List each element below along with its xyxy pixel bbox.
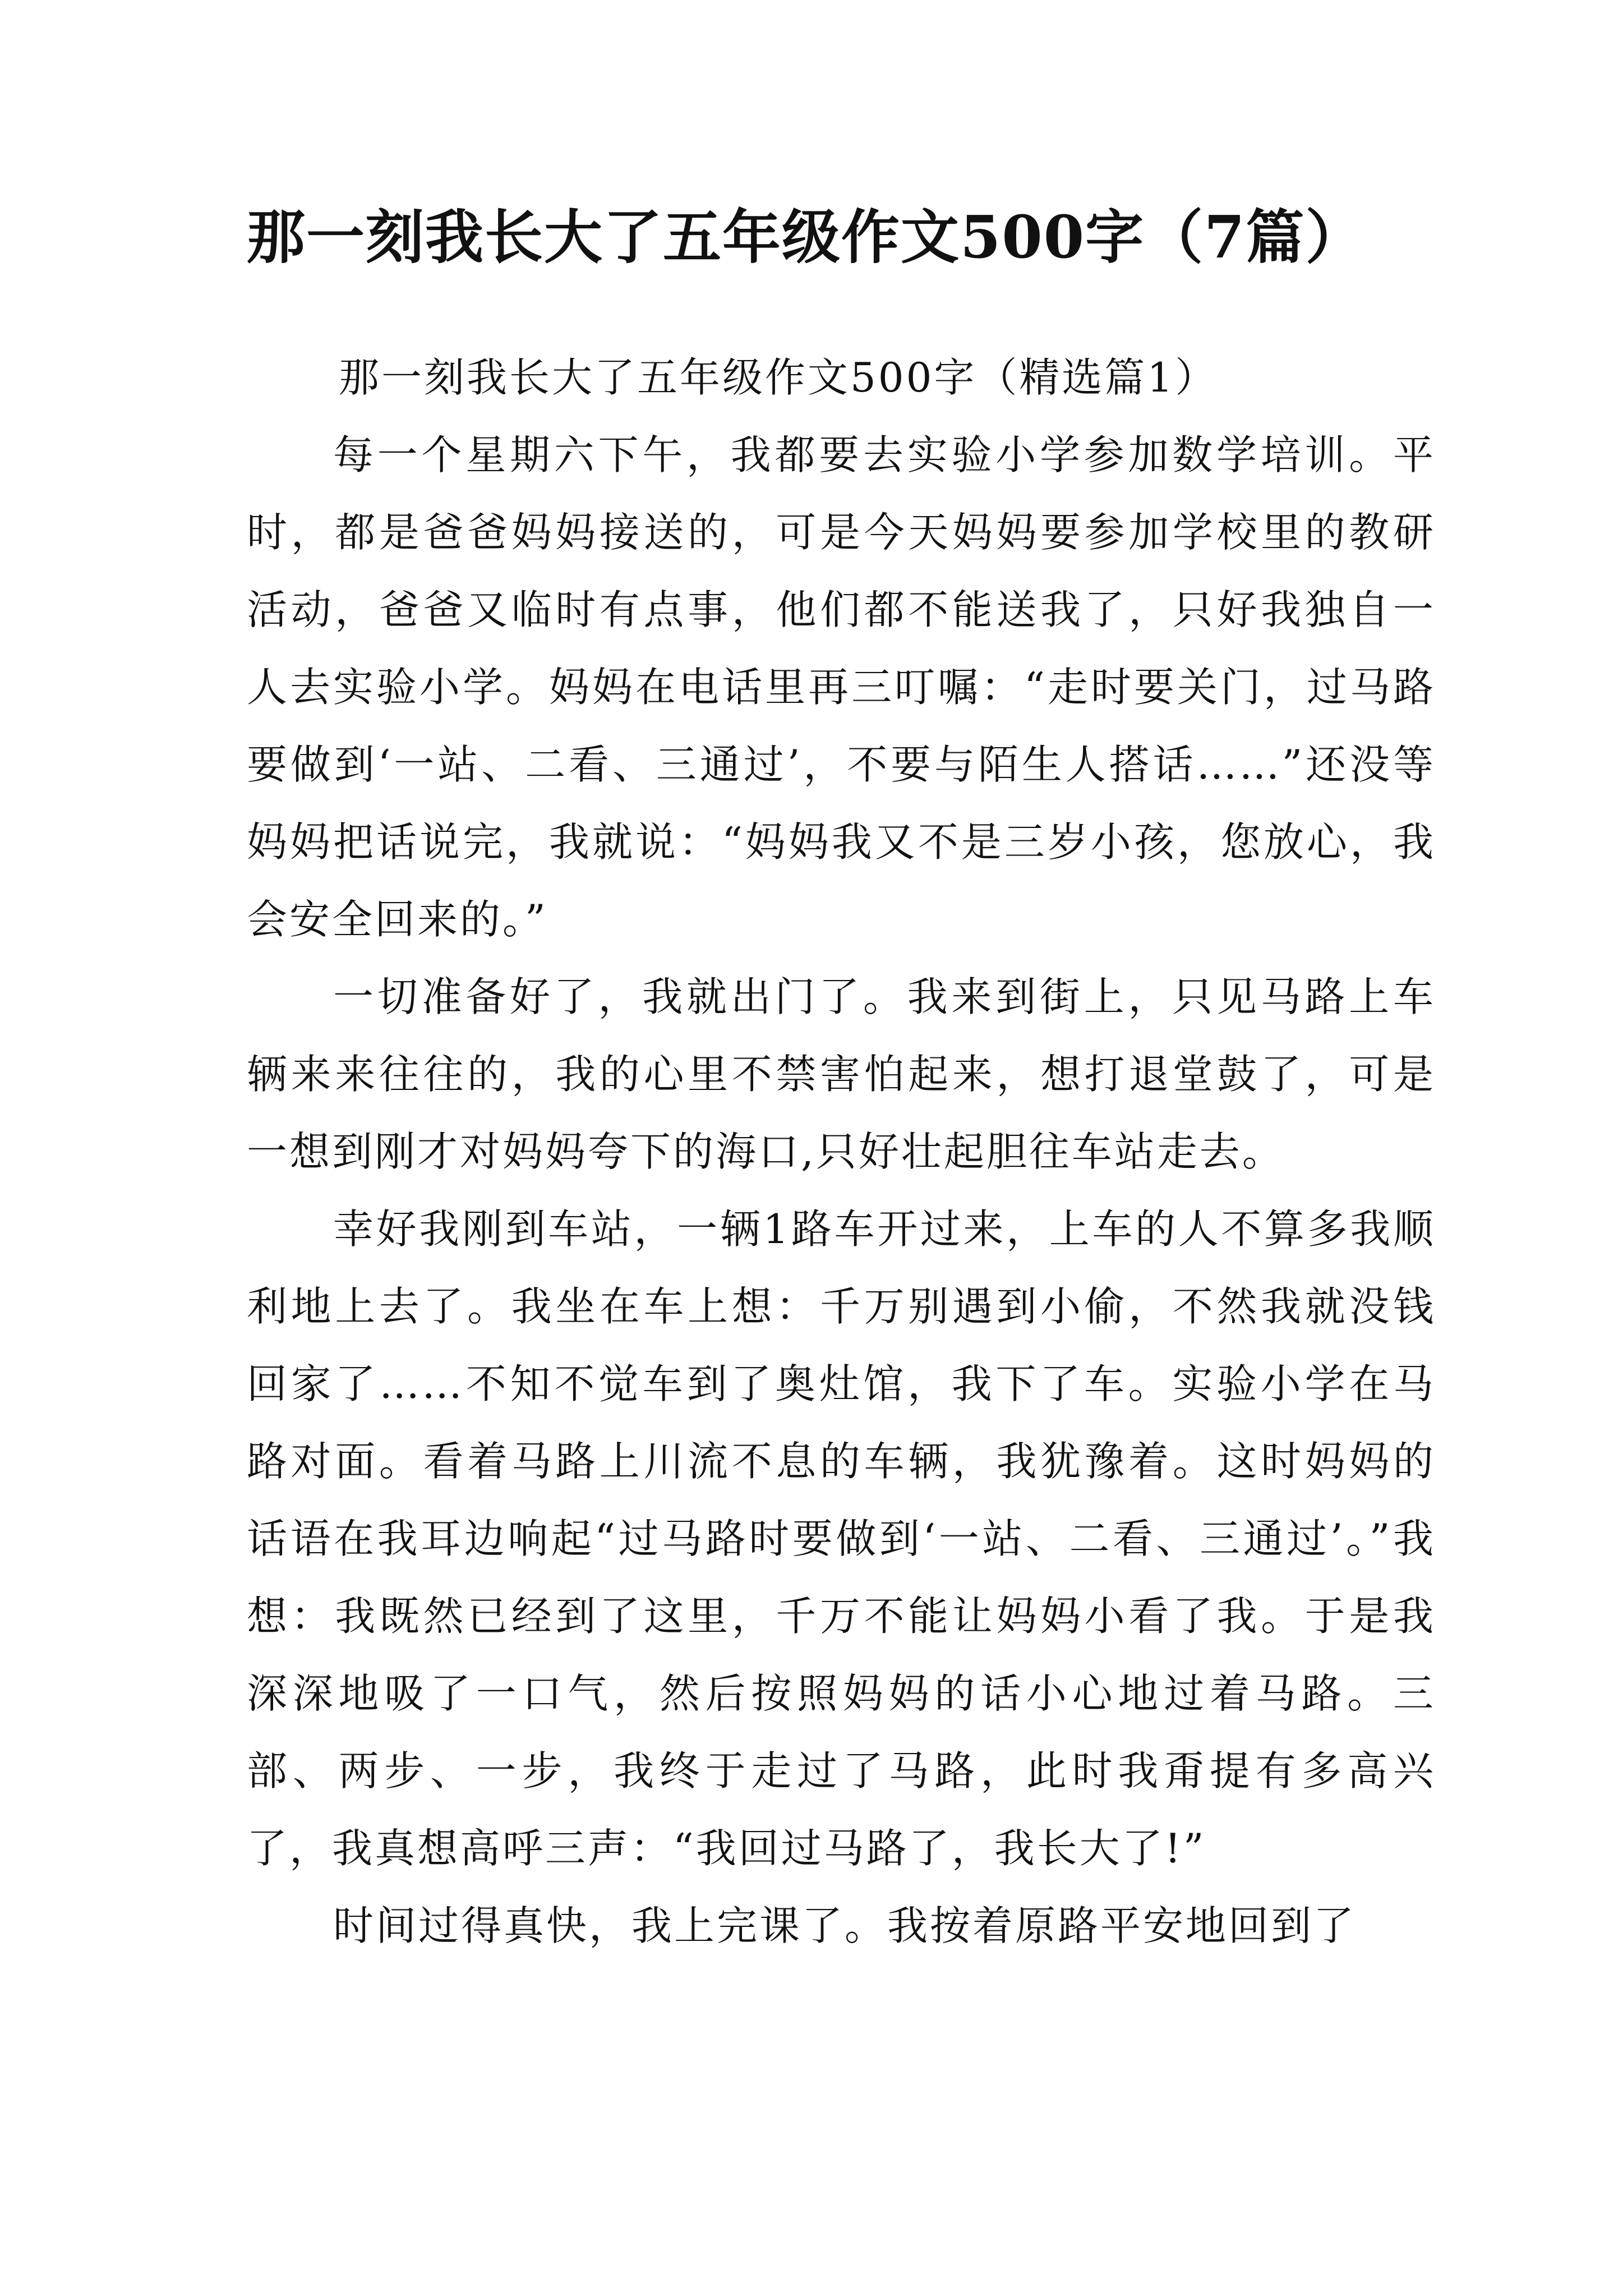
paragraph: 时间过得真快，我上完课了。我按着原路平安地回到了 [333,1902,1357,1949]
paragraph: 一切准备好了，我就出门了。我来到街上，只见马路上车辆来来往往的，我的心里不禁害怕起来，想打退堂鼓了，可是一想到刚才对妈妈夸下的海口,只好壮起胆往车站走去。 [247,973,1436,1175]
document-title: 那一刻我长大了五年级作文500字（7篇） [247,203,1365,272]
document-body [247,339,1436,1964]
paragraph: 幸好我刚到车站，一辆1路车开过来，上车的人不算多我顺利地上去了。我坐在车上想：千万别遇到小偷，不然我就没钱回家了……不知不觉车到了奥灶馆，我下了车。实验小学在马路对面。看着马路上川流不息的车辆，我犹豫着。这时妈妈的话语在我耳边响起“过马路时要做到‘一站、二看、三通过’。”我想：我既然已经到了这里，千万不能让妈妈小看了我。于是我深深地吸了一口气，然后按照妈妈的话小心地过着马路。三部、两步、一步，我终于走过了马路，此时我甭提有多高兴了，我真想高呼三声：“我回过马路了，我长大了!” [247,1205,1436,1872]
paragraph: 每一个星期六下午，我都要去实验小学参加数学培训。平时，都是爸爸妈妈接送的，可是今天妈妈要参加学校里的教研活动，爸爸又临时有点事，他们都不能送我了，只好我独自一人去实验小学。妈妈在电话里再三叮嘱：“走时要关门，过马路要做到‘一站、二看、三通过’，不要与陌生人搭话……”还没等妈妈把话说完，我就说：“妈妈我又不是三岁小孩，您放心，我会安全回来的。” [247,431,1436,943]
section-heading: 那一刻我长大了五年级作文500字（精选篇1） [339,354,1218,401]
